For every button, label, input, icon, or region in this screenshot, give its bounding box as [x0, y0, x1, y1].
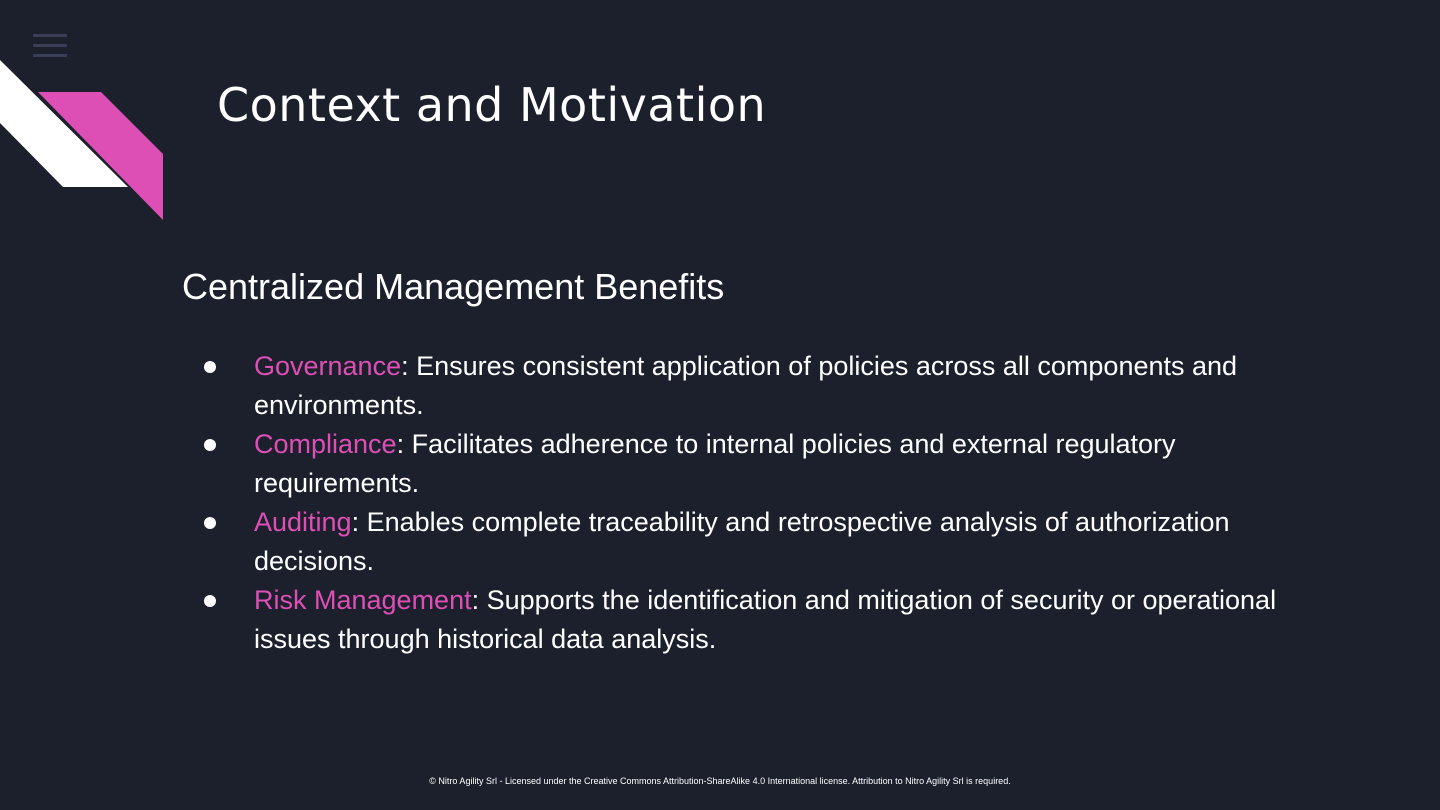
bullet-text: : Supports the identification and mitigation of security or operational issues through historical data analysis. — [254, 585, 1277, 654]
list-item — [200, 425, 1330, 503]
menu-line — [33, 34, 67, 37]
bullet-icon — [204, 595, 216, 607]
list-item — [200, 503, 1330, 581]
bullet-term: Risk Management — [254, 585, 472, 615]
license-footer: © Nitro Agility Srl - Licensed under the Creative Commons Attribution-ShareAlike 4.0 International license. Attribution to Nitro Agility Srl is required. — [429, 776, 1011, 786]
section-subtitle: Centralized Management Benefits — [182, 266, 725, 307]
benefits-list — [200, 347, 1330, 659]
list-item — [200, 347, 1330, 425]
bullet-text: : Enables complete traceability and retrospective analysis of authorization decisions. — [254, 507, 1230, 576]
menu-line — [33, 44, 67, 47]
bullet-text: : Facilitates adherence to internal policies and external regulatory requirements. — [254, 429, 1176, 498]
bullet-text: : Ensures consistent application of policies across all components and environments. — [254, 351, 1238, 420]
bullet-term: Compliance — [254, 429, 397, 459]
bullet-term: Auditing — [254, 507, 352, 537]
bullet-icon — [204, 517, 216, 529]
list-item — [200, 581, 1330, 659]
bullet-term: Governance — [254, 351, 402, 381]
page-title: Context and Motivation — [217, 78, 767, 132]
decorative-stripes-graphic — [0, 55, 170, 225]
bullet-icon — [204, 439, 216, 451]
bullet-icon — [204, 361, 216, 373]
